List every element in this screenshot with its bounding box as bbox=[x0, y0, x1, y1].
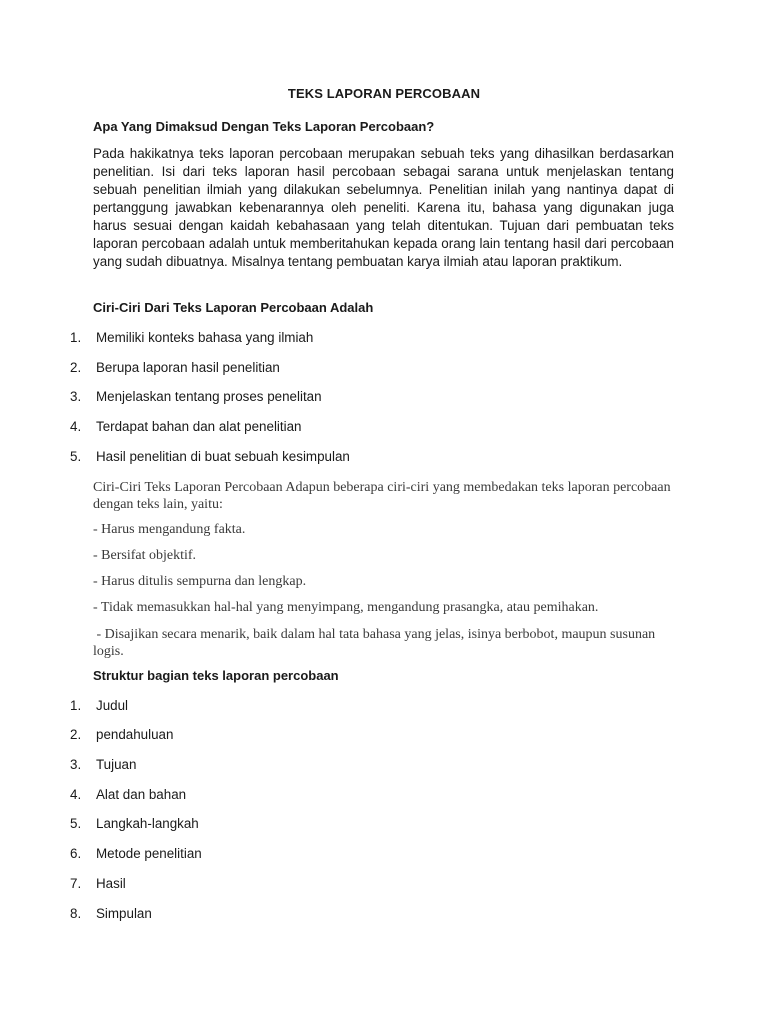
list-text: Alat dan bahan bbox=[96, 787, 187, 802]
list-item bbox=[70, 330, 313, 345]
list-item bbox=[70, 876, 126, 891]
list-number: 2. bbox=[70, 727, 82, 742]
serif-bullet: - Tidak memasukkan hal-hal yang menyimpang, mengandung prasangka, atau pemihakan. bbox=[93, 600, 599, 615]
list-text: Memiliki konteks bahasa yang ilmiah bbox=[96, 330, 314, 345]
list-text: Menjelaskan tentang proses penelitan bbox=[96, 389, 322, 404]
list-item bbox=[70, 419, 302, 434]
list-number: 3. bbox=[70, 757, 82, 772]
list-number: 4. bbox=[70, 787, 82, 802]
list-item bbox=[70, 787, 186, 802]
list-number: 7. bbox=[70, 876, 82, 891]
list-item bbox=[70, 389, 322, 404]
serif-bullet: - Harus ditulis sempurna dan lengkap. bbox=[93, 574, 307, 589]
list-number: 2. bbox=[70, 360, 82, 375]
list-number: 4. bbox=[70, 419, 82, 434]
list-item bbox=[70, 816, 199, 831]
list-text: Judul bbox=[96, 698, 129, 713]
list-item bbox=[70, 698, 128, 713]
section2-heading: Ciri-Ciri Dari Teks Laporan Percobaan Adalah bbox=[93, 300, 374, 315]
list-number: 1. bbox=[70, 698, 82, 713]
section3-heading: Struktur bagian teks laporan percobaan bbox=[93, 668, 339, 683]
serif-bullet: - Disajikan secara menarik, baik dalam hal tata bahasa yang jelas, isinya berbobot, maupun susunan logis. bbox=[93, 627, 659, 659]
section1-paragraph: Pada hakikatnya teks laporan percobaan merupakan sebuah teks yang dihasilkan berdasarkan penelitian. Isi dari teks laporan hasil percobaan sebagai sarana untuk menjelaskan tentang sebuah penelitian ilmiah yang dilakukan sebelumnya. Penelitian inilah yang nantinya dapat di pertanggung jawabkan kebenarannya oleh peneliti. Karena itu, bahasa yang digunakan juga harus sesuai dengan kaidah kebahasaan yang telah ditentukan. Tujuan dari pembuatan teks laporan percobaan adalah untuk memberitahukan kepada orang lain tentang hasil dari percobaan yang sudah dibuatnya. Misalnya tentang pembuatan karya ilmiah atau laporan praktikum. bbox=[93, 146, 674, 269]
list-text: Hasil penelitian di buat sebuah kesimpulan bbox=[96, 449, 350, 464]
list-text: pendahuluan bbox=[96, 727, 174, 742]
list-number: 8. bbox=[70, 906, 82, 921]
list-text: Langkah-langkah bbox=[96, 816, 199, 831]
list-item bbox=[70, 757, 136, 772]
serif-intro-paragraph: Ciri-Ciri Teks Laporan Percobaan Adapun beberapa ciri-ciri yang membedakan teks laporan percobaan dengan teks lain, yaitu: bbox=[93, 480, 671, 512]
list-item bbox=[70, 360, 280, 375]
list-item bbox=[70, 727, 173, 742]
serif-bullet: - Bersifat objektif. bbox=[93, 548, 197, 563]
document-title: TEKS LAPORAN PERCOBAAN bbox=[287, 86, 481, 101]
list-text: Tujuan bbox=[96, 757, 137, 772]
serif-bullet: - Harus mengandung fakta. bbox=[93, 522, 246, 537]
list-text: Metode penelitian bbox=[96, 846, 202, 861]
section1-heading: Apa Yang Dimaksud Dengan Teks Laporan Percobaan? bbox=[93, 119, 435, 134]
list-number: 1. bbox=[70, 330, 82, 345]
list-item bbox=[70, 906, 152, 921]
list-number: 6. bbox=[70, 846, 82, 861]
list-text: Terdapat bahan dan alat penelitian bbox=[96, 419, 302, 434]
list-number: 5. bbox=[70, 816, 82, 831]
list-item bbox=[70, 846, 202, 861]
list-text: Berupa laporan hasil penelitian bbox=[96, 360, 280, 375]
list-item bbox=[70, 449, 350, 464]
list-text: Hasil bbox=[96, 876, 126, 891]
list-text: Simpulan bbox=[96, 906, 152, 921]
list-number: 5. bbox=[70, 449, 82, 464]
list-number: 3. bbox=[70, 389, 82, 404]
